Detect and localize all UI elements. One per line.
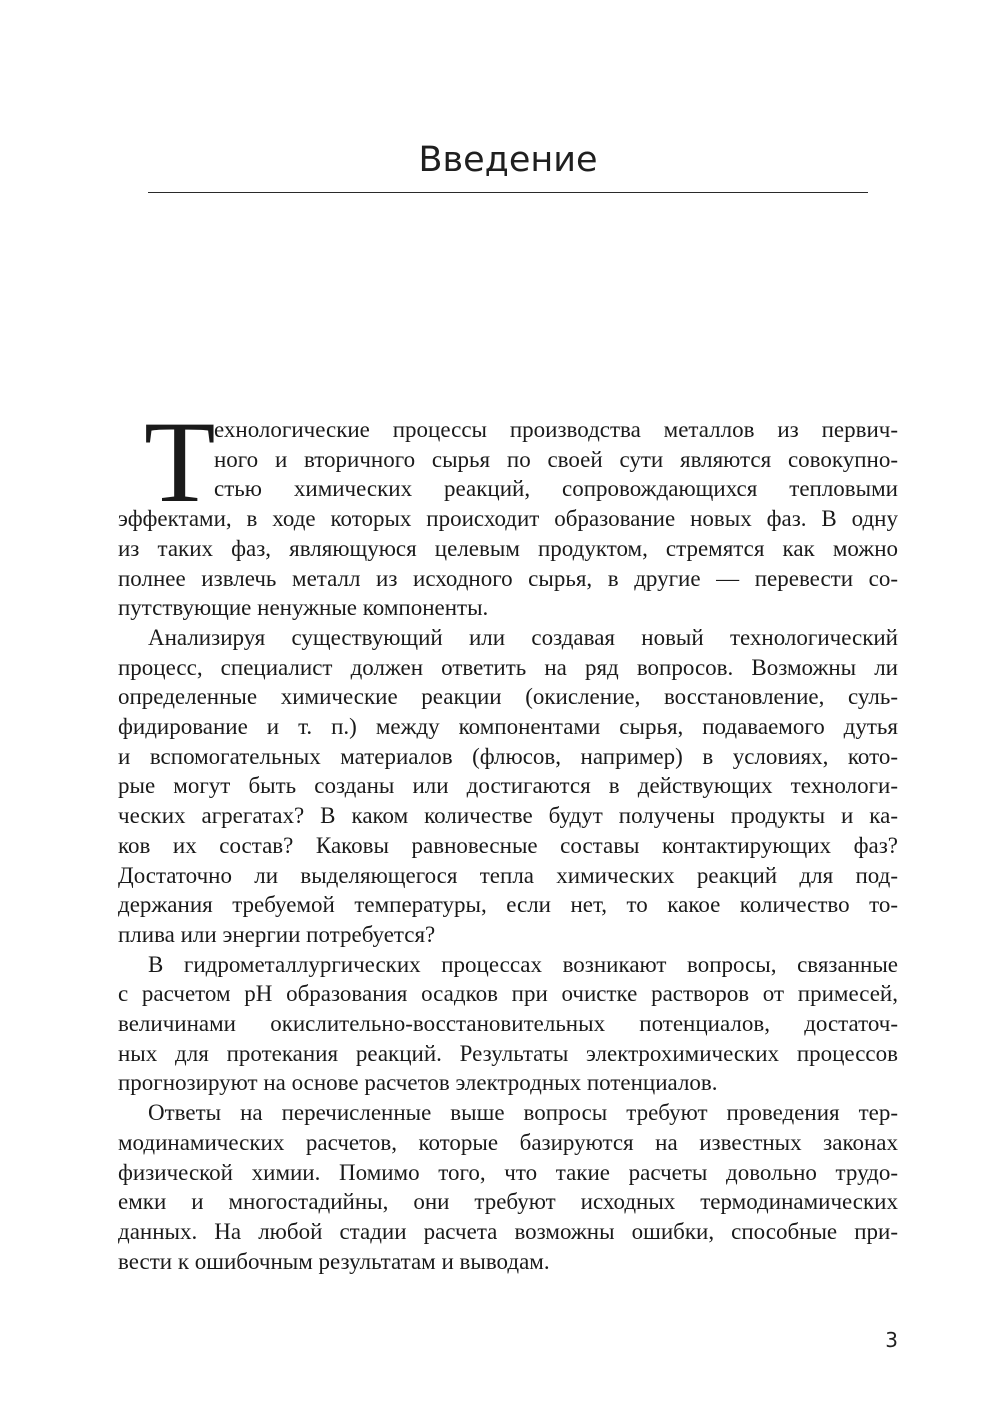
text-line: Анализируя существующий или создавая новый технологический	[148, 624, 898, 650]
body-text	[118, 398, 898, 1276]
drop-cap: Т	[144, 398, 216, 527]
text-line: ного и вторичного сырья по своей сути являются совокупно-	[214, 446, 898, 472]
paragraph-3	[118, 950, 898, 1099]
title-underline	[148, 192, 868, 193]
text-line: путствующие ненужные компоненты.	[118, 595, 489, 621]
text-line: ческих агрегатах? В каком количестве будут получены продукты и ка-	[118, 803, 898, 829]
text-line: стью химических реакций, сопровождающихся тепловыми	[214, 476, 898, 502]
text-line: емки и многостадийны, они требуют исходных термодинамических	[118, 1189, 898, 1215]
paragraph-2	[118, 623, 898, 950]
text-line: рые могут быть созданы или достигаются в действующих технологи-	[118, 773, 898, 799]
text-line: ехнологические процессы производства металлов из первич-	[214, 417, 898, 442]
text-line: процесс, специалист должен ответить на ряд вопросов. Возможны ли	[118, 654, 898, 680]
page-number: 3	[885, 1328, 898, 1352]
text-line: ных для протекания реакций. Результаты электрохимических процессов	[118, 1040, 898, 1066]
text-line: и вспомогательных материалов (флюсов, например) в условиях, кото-	[118, 743, 898, 769]
text-line: ков их состав? Каковы равновесные составы контактирующих фаз?	[118, 832, 898, 858]
text-line: Ответы на перечисленные выше вопросы требуют проведения тер-	[148, 1100, 898, 1126]
text-line: плива или энергии потребуется?	[118, 921, 436, 947]
text-line: вести к ошибочным результатам и выводам.	[118, 1248, 550, 1274]
text-line: данных. На любой стадии расчета возможны ошибки, способные при-	[118, 1218, 898, 1244]
text-line: полнее извлечь металл из исходного сырья, в другие — перевести со-	[118, 565, 898, 591]
text-line: эффектами, в ходе которых происходит образование новых фаз. В одну	[118, 506, 898, 532]
text-line: с расчетом pH образования осадков при очистке растворов от примесей,	[118, 981, 898, 1007]
text-line: прогнозируют на основе расчетов электродных потенциалов.	[118, 1070, 718, 1096]
paragraph-1	[118, 398, 898, 623]
text-line: Достаточно ли выделяющегося тепла химических реакций для под-	[118, 862, 898, 888]
text-line: держания требуемой температуры, если нет, то какое количество то-	[118, 892, 898, 918]
paragraph-4	[118, 1098, 898, 1276]
text-line: величинами окислительно-восстановительных потенциалов, достаточ-	[118, 1011, 898, 1037]
text-line: физической химии. Помимо того, что такие расчеты довольно трудо-	[118, 1159, 898, 1185]
text-line: фидирование и т. п.) между компонентами сырья, подаваемого дутья	[118, 714, 898, 740]
text-line: определенные химические реакции (окисление, восстановление, суль-	[118, 684, 898, 710]
text-line: из таких фаз, являющуюся целевым продуктом, стремятся как можно	[118, 535, 898, 561]
text-line: В гидрометаллургических процессах возникают вопросы, связанные	[148, 951, 898, 977]
text-line: модинамических расчетов, которые базируются на известных законах	[118, 1129, 898, 1155]
chapter-title: Введение	[418, 140, 598, 180]
